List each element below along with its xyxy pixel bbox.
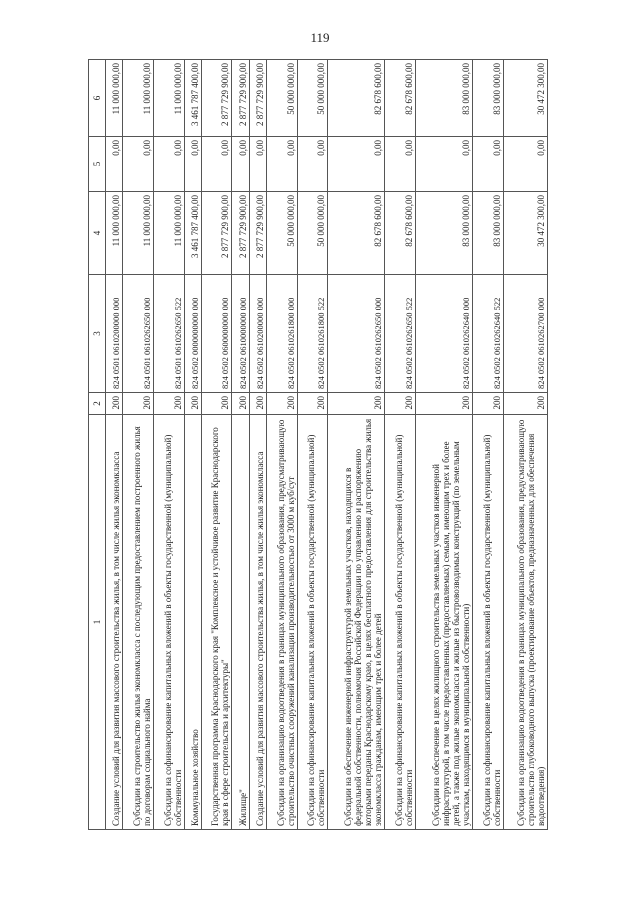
row-name: Субсидии на софинансирование капитальных вложений в объекты государственной (муниципальной) собственности — [297, 415, 328, 830]
row-code: 824 0502 0610000000 000 — [232, 275, 249, 393]
row-name: Создание условий для развития массового строительства жилья, в том числе жилья экономкласса — [249, 415, 266, 830]
row-code: 824 0502 0610200000 000 — [249, 275, 266, 393]
table-row — [249, 60, 266, 830]
row-col5: 0,00 — [249, 137, 266, 192]
row-total: 82 678 600,00 — [328, 60, 385, 137]
row-total: 11 000 000,00 — [106, 60, 123, 137]
row-name: Создание условий для развития массового строительства жилья, в том числе жилья экономкласса — [106, 415, 123, 830]
table-row — [328, 60, 385, 830]
row-code: 824 0502 0610262640 000 — [416, 275, 473, 393]
row-col5: 0,00 — [153, 137, 184, 192]
row-col2: 200 — [201, 393, 232, 415]
row-name: Субсидии на строительство жилья экономкласса с последующим предоставлением построенного жилья по договорам социального найма — [123, 415, 154, 830]
row-total: 11 000 000,00 — [153, 60, 184, 137]
row-col2: 200 — [473, 393, 504, 415]
row-code: 824 0501 0610262650 522 — [153, 275, 184, 393]
row-name: Коммунальное хозяйство — [184, 415, 201, 830]
row-name: Субсидии на обеспечение в целях жилищного строительства земельных участков инженерной инфраструктурой, в том числе предоставленных (предоставляемых) семьям, имеющим трех и более детей, а также под жилые экономкласса и жилые из быстровозводимых конструкций (по земельным участкам, находящимся в муниципальной собственности) — [416, 415, 473, 830]
row-code: 824 0502 0610262650 522 — [385, 275, 416, 393]
row-code: 824 0502 0610262650 000 — [328, 275, 385, 393]
row-col2: 200 — [232, 393, 249, 415]
row-code: 824 0501 0610200000 000 — [106, 275, 123, 393]
table-row — [385, 60, 416, 830]
row-code: 824 0502 0610261800 000 — [267, 275, 298, 393]
row-total: 3 461 787 400,00 — [184, 60, 201, 137]
row-amount: 82 678 600,00 — [328, 192, 385, 275]
header-cell: 4 — [89, 192, 106, 275]
table-row — [153, 60, 184, 830]
row-col2: 200 — [297, 393, 328, 415]
row-name: Государственная программа Краснодарского края "Комплексное и устойчивое развитие Краснодарского края в сфере строительства и архитектуры" — [201, 415, 232, 830]
row-amount: 11 000 000,00 — [153, 192, 184, 275]
row-amount: 11 000 000,00 — [123, 192, 154, 275]
row-amount: 50 000 000,00 — [297, 192, 328, 275]
row-amount: 83 000 000,00 — [473, 192, 504, 275]
table-row — [503, 60, 547, 830]
table-row — [184, 60, 201, 830]
row-code: 824 0501 0610262650 000 — [123, 275, 154, 393]
table-row — [123, 60, 154, 830]
row-name: Субсидии на софинансирование капитальных вложений в объекты государственной (муниципальной) собственности — [473, 415, 504, 830]
row-col5: 0,00 — [385, 137, 416, 192]
row-col5: 0,00 — [473, 137, 504, 192]
row-col5: 0,00 — [416, 137, 473, 192]
budget-table — [88, 59, 548, 830]
table-header-row — [89, 60, 106, 830]
row-col5: 0,00 — [328, 137, 385, 192]
row-code: 824 0502 0600000000 000 — [201, 275, 232, 393]
table-row — [473, 60, 504, 830]
row-col5: 0,00 — [297, 137, 328, 192]
header-cell: 5 — [89, 137, 106, 192]
row-col5: 0,00 — [232, 137, 249, 192]
row-col5: 0,00 — [267, 137, 298, 192]
row-amount: 50 000 000,00 — [267, 192, 298, 275]
page-number: 119 — [310, 30, 330, 45]
row-name: Субсидии на организацию водоотведения в границах муниципального образования, предусматривающую строительство очистных сооружений канализации производительностью от 3000 м куб/сут — [267, 415, 298, 830]
row-amount: 2 877 729 900,00 — [201, 192, 232, 275]
row-amount: 30 472 300,00 — [503, 192, 547, 275]
row-amount: 11 000 000,00 — [106, 192, 123, 275]
row-amount: 83 000 000,00 — [416, 192, 473, 275]
row-total: 2 877 729 900,00 — [249, 60, 266, 137]
row-name: Субсидии на софинансирование капитальных вложений в объекты государственной (муниципальной) собственности — [153, 415, 184, 830]
row-amount: 2 877 729 900,00 — [249, 192, 266, 275]
table-row — [297, 60, 328, 830]
row-code: 824 0502 0000000000 000 — [184, 275, 201, 393]
table-row — [267, 60, 298, 830]
row-code: 824 0502 0610262700 000 — [503, 275, 547, 393]
row-amount: 82 678 600,00 — [385, 192, 416, 275]
row-col2: 200 — [328, 393, 385, 415]
table-row — [232, 60, 249, 830]
table-row — [416, 60, 473, 830]
row-col5: 0,00 — [123, 137, 154, 192]
row-name: Субсидии на организацию водоотведения в границах муниципального образования, предусматривающую строительство глубоководного выпуска (проектирование объектов, предназначенных для обеспечения водоотведения) — [503, 415, 547, 830]
row-col2: 200 — [249, 393, 266, 415]
row-col5: 0,00 — [106, 137, 123, 192]
row-code: 824 0502 0610262640 522 — [473, 275, 504, 393]
row-name: Субсидии на обеспечение инженерной инфраструктурой земельных участков, находящихся в федеральной собственности, полномочия Российской Федерации по управлению и распоряжению которыми переданы Краснодарскому краю, в целях бесплатного предоставления для строительства жилья экономкласса гражданам, имеющим трех и более детей — [328, 415, 385, 830]
row-amount: 3 461 787 400,00 — [184, 192, 201, 275]
rotated-table-container — [88, 60, 548, 830]
row-total: 83 000 000,00 — [473, 60, 504, 137]
header-cell: 3 — [89, 275, 106, 393]
header-cell: 6 — [89, 60, 106, 137]
table-row — [106, 60, 123, 830]
row-col2: 200 — [106, 393, 123, 415]
header-cell: 1 — [89, 415, 106, 830]
row-total: 83 000 000,00 — [416, 60, 473, 137]
row-col2: 200 — [503, 393, 547, 415]
row-col5: 0,00 — [201, 137, 232, 192]
row-total: 50 000 000,00 — [267, 60, 298, 137]
row-col2: 200 — [153, 393, 184, 415]
row-col2: 200 — [267, 393, 298, 415]
table-row — [201, 60, 232, 830]
row-total: 2 877 729 900,00 — [232, 60, 249, 137]
row-col2: 200 — [385, 393, 416, 415]
row-col2: 200 — [416, 393, 473, 415]
row-total: 2 877 729 900,00 — [201, 60, 232, 137]
header-cell: 2 — [89, 393, 106, 415]
row-name: Жилище" — [232, 415, 249, 830]
row-code: 824 0502 0610261800 522 — [297, 275, 328, 393]
row-col5: 0,00 — [184, 137, 201, 192]
row-col2: 200 — [184, 393, 201, 415]
row-total: 30 472 300,00 — [503, 60, 547, 137]
row-total: 82 678 600,00 — [385, 60, 416, 137]
row-amount: 2 877 729 900,00 — [232, 192, 249, 275]
row-name: Субсидии на софинансирование капитальных вложений в объекты государственной (муниципальной) собственности — [385, 415, 416, 830]
row-col5: 0,00 — [503, 137, 547, 192]
row-total: 11 000 000,00 — [123, 60, 154, 137]
row-total: 50 000 000,00 — [297, 60, 328, 137]
row-col2: 200 — [123, 393, 154, 415]
